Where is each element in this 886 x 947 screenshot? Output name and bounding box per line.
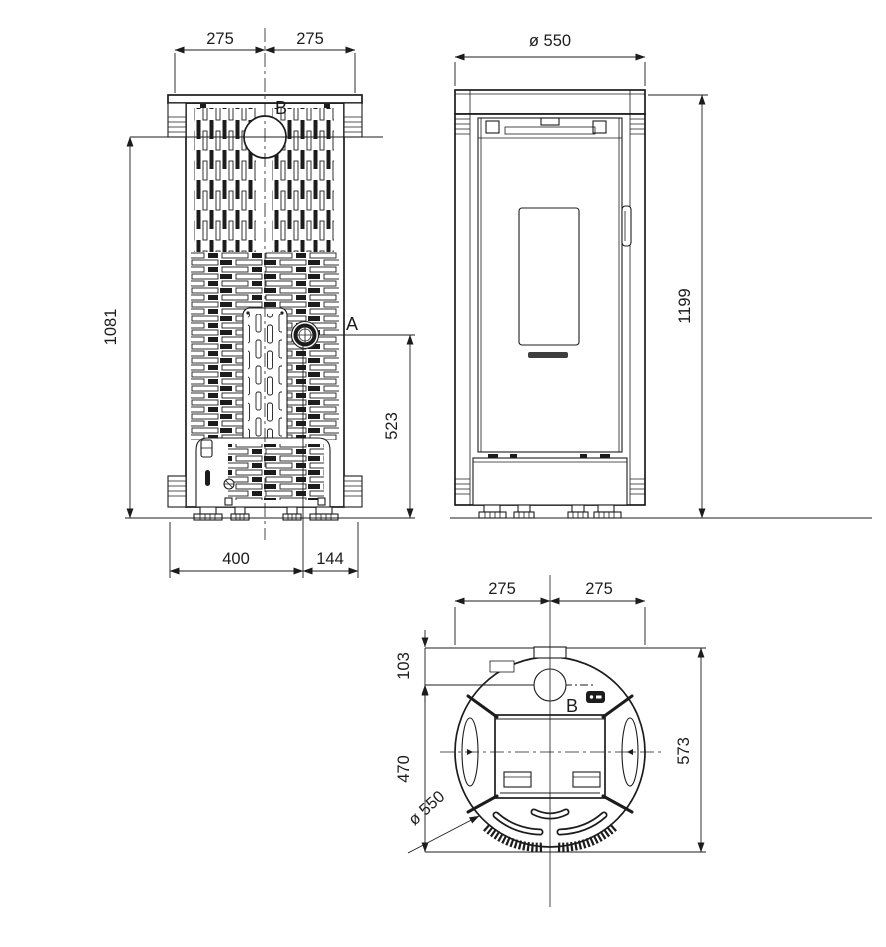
dim-text-diameter-550: ø 550	[528, 32, 572, 50]
dim-text-plan-275-left: 275	[488, 580, 516, 598]
plan-view	[395, 575, 706, 907]
label-port-a: A	[345, 314, 359, 334]
dim-text-plan-275-right: 275	[585, 580, 613, 598]
label-flue-b: B	[274, 98, 288, 118]
front-view	[450, 32, 872, 518]
dimension-rear-flue-height	[102, 137, 130, 518]
dim-text-400: 400	[222, 550, 250, 568]
top-plate-mark	[200, 104, 206, 108]
plan-notch	[490, 661, 514, 672]
flue-marker-icon	[586, 691, 605, 703]
power-switch-icon	[201, 440, 212, 457]
stove-door	[478, 118, 622, 452]
rear-side-louvers-top-left	[168, 103, 186, 137]
socket-slot-icon	[205, 470, 210, 486]
screw-icon	[224, 479, 234, 489]
rear-side-louvers-bottom-right	[344, 476, 362, 507]
front-plinth	[473, 454, 627, 505]
dim-text-144: 144	[316, 550, 344, 568]
dim-text-rear-275-left: 275	[206, 30, 234, 48]
air-intake-port-a	[291, 321, 319, 349]
label-plan-flue-b: B	[565, 696, 579, 716]
rear-bottom-panel	[196, 438, 330, 507]
rear-side-louvers-top-right	[344, 103, 362, 137]
dimension-plan-flue-offset	[395, 630, 425, 703]
rear-side-louvers-bottom-left	[168, 476, 186, 507]
dim-text-103: 103	[395, 652, 413, 680]
dim-text-1199: 1199	[676, 288, 694, 324]
dim-text-573: 573	[675, 737, 693, 765]
top-plate-mark	[324, 104, 330, 108]
screw-icon	[318, 498, 325, 505]
door-handle	[622, 206, 631, 246]
plan-foot-pad	[504, 772, 531, 787]
dimension-plan-front-depth	[395, 685, 425, 852]
screw-icon	[225, 498, 232, 505]
dim-text-470: 470	[395, 755, 413, 783]
dim-text-rear-275-right: 275	[296, 30, 324, 48]
brand-logo	[528, 352, 568, 358]
dimension-front-diameter	[455, 32, 645, 86]
dim-text-523: 523	[383, 412, 401, 440]
plan-foot-pad	[573, 772, 600, 787]
rear-view	[102, 28, 415, 578]
dim-text-plan-diameter-550: ø 550	[404, 787, 449, 830]
front-feet	[479, 505, 621, 518]
dimension-front-height	[648, 95, 708, 518]
dimension-rear-port-height	[383, 335, 410, 518]
dim-text-1081: 1081	[102, 308, 120, 346]
